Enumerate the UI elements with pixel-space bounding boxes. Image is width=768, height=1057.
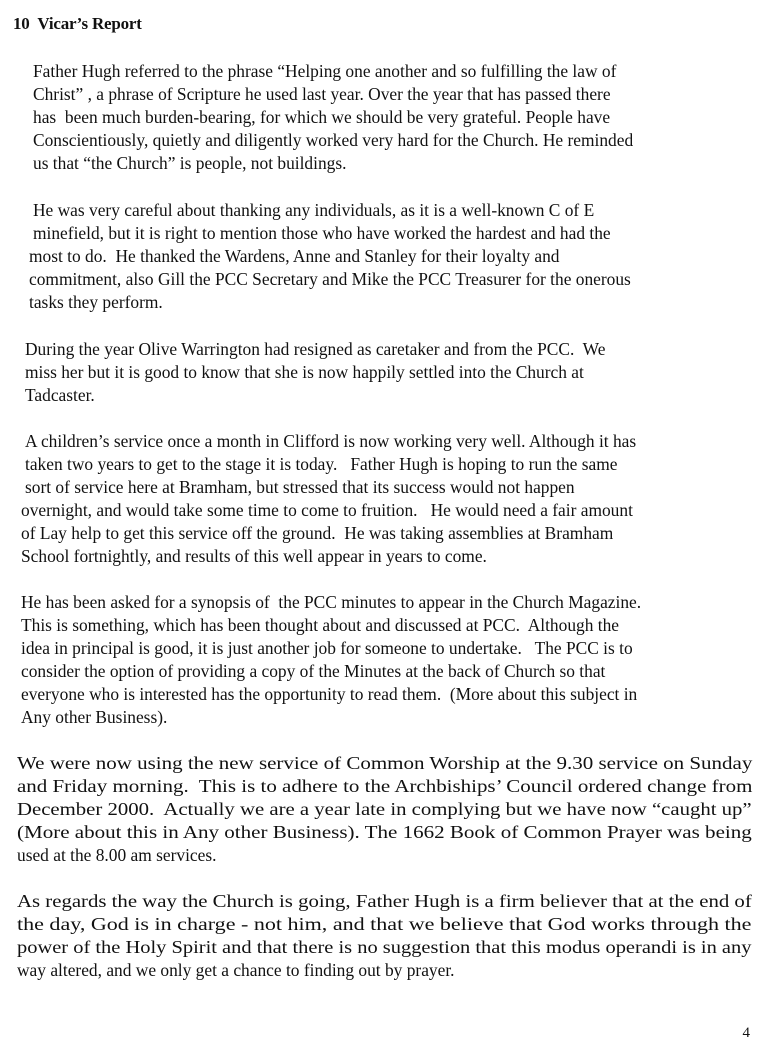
- text-line: Tadcaster.: [25, 385, 95, 405]
- text-line: He was very careful about thanking any individuals, as it is a well-known C of E: [33, 200, 595, 220]
- text-line: Christ” , a phrase of Scripture he used last year. Over the year that has passed there: [33, 84, 611, 104]
- text-line: December 2000. Actually we are a year late in complying but we have now “caught up”: [17, 799, 752, 819]
- text-line: the day, God is in charge - not him, and that we believe that God works through the: [17, 914, 752, 934]
- text-line: us that “the Church” is people, not buildings.: [33, 153, 347, 173]
- text-line: power of the Holy Spirit and that there is no suggestion that this modus operandi is in any: [17, 937, 752, 957]
- text-line: As regards the way the Church is going, Father Hugh is a firm believer that at the end of: [17, 891, 752, 911]
- text-line: During the year Olive Warrington had resigned as caretaker and from the PCC. We: [25, 339, 606, 359]
- text-line: sort of service here at Bramham, but stressed that its success would not happen: [25, 477, 575, 497]
- text-line: taken two years to get to the stage it is today. Father Hugh is hoping to run the same: [25, 454, 618, 474]
- text-line: Any other Business).: [21, 707, 168, 727]
- text-line: commitment, also Gill the PCC Secretary and Mike the PCC Treasurer for the onerous: [29, 269, 631, 289]
- text-line: everyone who is interested has the opportunity to read them. (More about this subject in: [21, 684, 638, 704]
- text-line: We were now using the new service of Common Worship at the 9.30 service on Sunday: [17, 753, 753, 773]
- text-line: idea in principal is good, it is just another job for someone to undertake. The PCC is to: [21, 638, 633, 658]
- text-line: School fortnightly, and results of this well appear in years to come.: [21, 546, 487, 566]
- text-line: used at the 8.00 am services.: [17, 845, 217, 865]
- section-heading: 10 Vicar’s Report: [13, 14, 142, 33]
- text-line: This is something, which has been thought about and discussed at PCC. Although the: [21, 615, 619, 635]
- text-line: has been much burden-bearing, for which we should be very grateful. People have: [33, 107, 611, 127]
- text-line: miss her but it is good to know that she is now happily settled into the Church at: [25, 362, 584, 382]
- text-line: Conscientiously, quietly and diligently worked very hard for the Church. He reminded: [33, 130, 634, 150]
- text-line: (More about this in Any other Business). The 1662 Book of Common Prayer was being: [17, 822, 752, 842]
- text-line: of Lay help to get this service off the ground. He was taking assemblies at Bramham: [21, 523, 614, 543]
- text-line: consider the option of providing a copy of the Minutes at the back of Church so that: [21, 661, 606, 681]
- text-line: tasks they perform.: [29, 292, 163, 312]
- text-line: minefield, but it is right to mention those who have worked the hardest and had the: [33, 223, 611, 243]
- text-line: and Friday morning. This is to adhere to the Archbiships’ Council ordered change from: [17, 776, 753, 796]
- text-line: way altered, and we only get a chance to finding out by prayer.: [17, 960, 455, 980]
- text-line: A children’s service once a month in Clifford is now working very well. Although it has: [25, 431, 637, 451]
- text-line: He has been asked for a synopsis of the PCC minutes to appear in the Church Magazine.: [21, 592, 642, 612]
- text-line: Father Hugh referred to the phrase “Helping one another and so fulfilling the law of: [33, 61, 617, 81]
- text-line: overnight, and would take some time to come to fruition. He would need a fair amount: [21, 500, 633, 520]
- text-line: most to do. He thanked the Wardens, Anne and Stanley for their loyalty and: [29, 246, 560, 266]
- page-number: 4: [742, 1025, 750, 1041]
